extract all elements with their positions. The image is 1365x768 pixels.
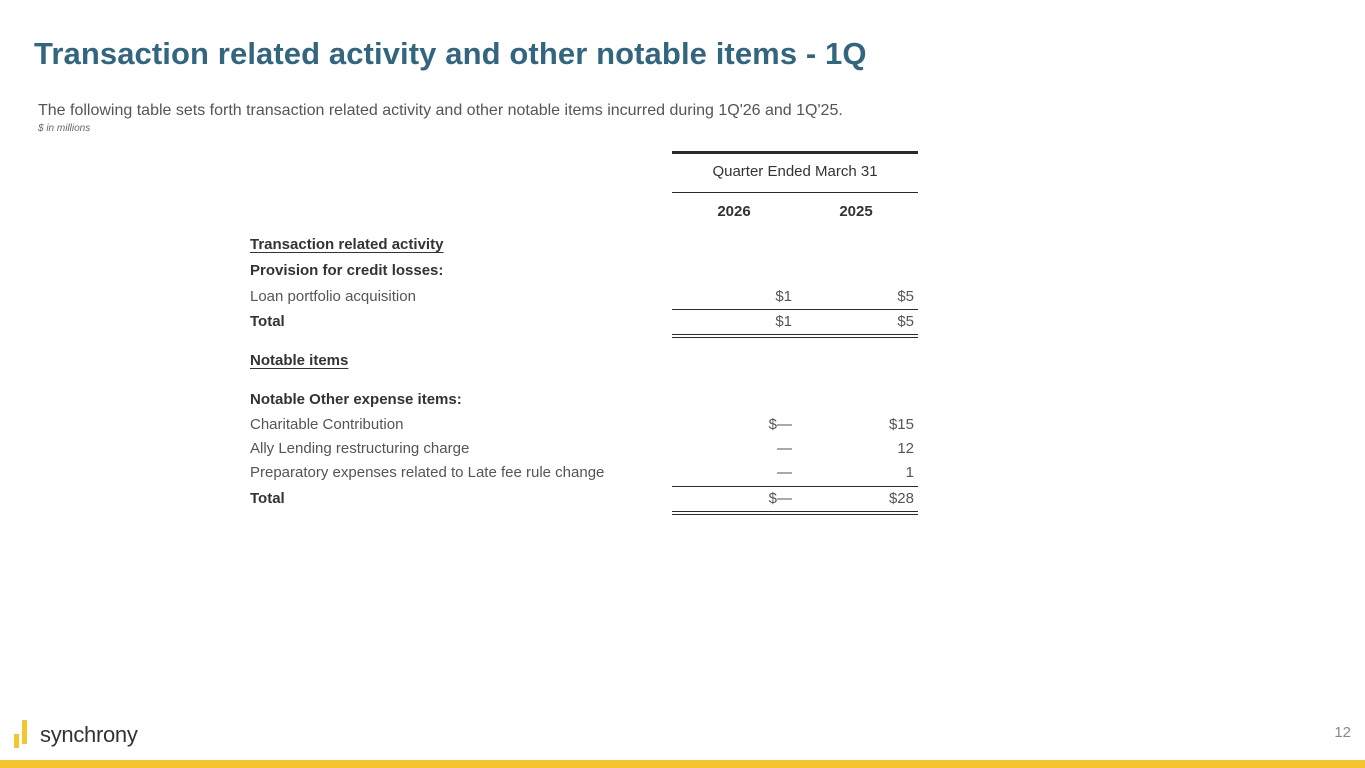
subheading-notable-expense: Notable Other expense items: [250,391,462,408]
subheading-provision: Provision for credit losses: [250,262,444,279]
total-double-rule [672,511,918,515]
section-transaction-activity: Transaction related activity [250,236,444,253]
header-mid-rule [672,192,918,193]
value-2025: $28 [888,490,914,507]
logo-wordmark: synchrony [40,722,138,747]
column-header-2025: 2025 [839,203,873,220]
value-2026: $1 [775,288,792,305]
value-2025: $5 [897,313,914,330]
value-2026: $1 [775,313,792,330]
page-subtitle: The following table sets forth transaction related activity and other notable items incurred during 1Q'26 and 1Q'25. [38,102,843,119]
row-label-ally-lending: Ally Lending restructuring charge [250,440,470,457]
subtotal-rule [672,309,918,310]
row-label-total: Total [250,313,285,330]
row-label-preparatory: Preparatory expenses related to Late fee rule change [250,464,605,481]
total-double-rule [672,334,918,338]
subtotal-rule [672,486,918,487]
page-number: 12 [1334,724,1351,741]
synchrony-logo-icon [14,720,36,748]
units-note: $ in millions [38,123,91,134]
synchrony-logo [14,718,138,748]
value-2025: 1 [905,464,914,481]
period-header: Quarter Ended March 31 [712,163,878,180]
value-2025: $15 [888,416,914,433]
value-2026: — [777,464,792,481]
footer-accent-bar [0,760,1365,768]
section-notable-items: Notable items [250,352,349,369]
page-title: Transaction related activity and other notable items - 1Q [34,36,867,71]
value-2026: — [777,440,792,457]
header-top-rule [672,151,918,154]
row-label-charitable: Charitable Contribution [250,416,404,433]
value-2025: 12 [897,440,914,457]
row-label-loan-portfolio: Loan portfolio acquisition [250,288,416,305]
value-2025: $5 [897,288,914,305]
row-label-total: Total [250,490,285,507]
value-2026: $— [768,490,792,507]
column-header-2026: 2026 [717,203,751,220]
value-2026: $— [768,416,792,433]
